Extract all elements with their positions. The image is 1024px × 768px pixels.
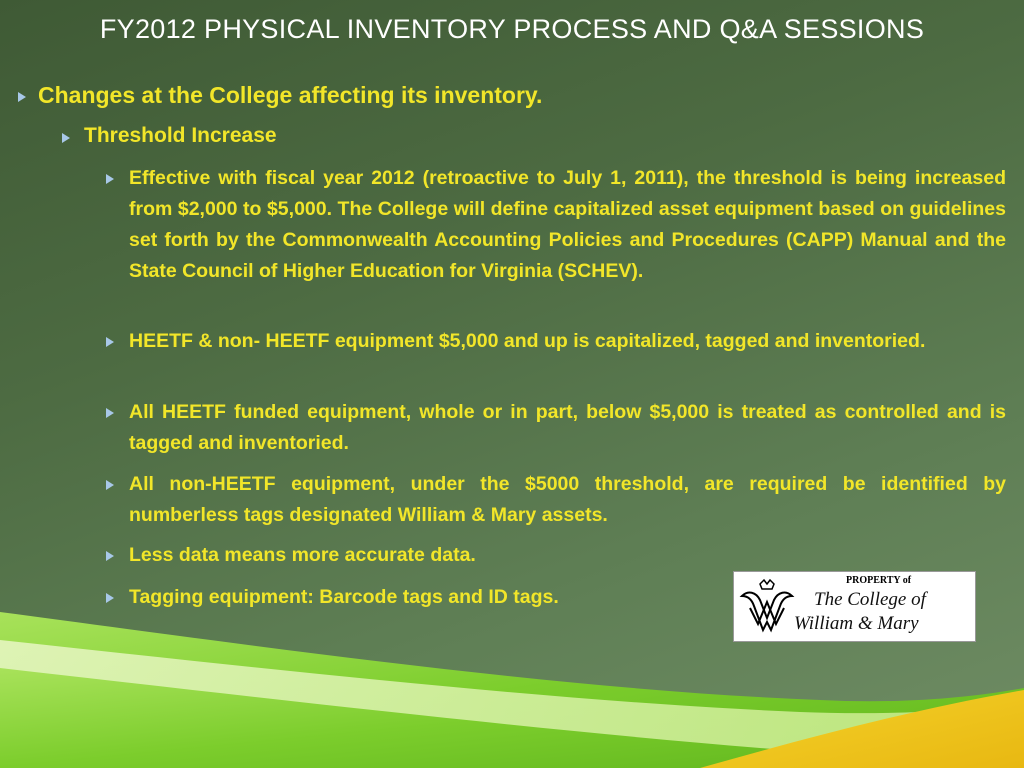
bullet-arrow-icon	[18, 92, 26, 102]
level3-bullet: Effective with fiscal year 2012 (retroactive to July 1, 2011), the threshold is being increased from $2,000 to $5,000. The College will define capitalized asset equipment based on guidelines set forth by the Commonwealth Accounting Policies and Procedures (CAPP) Manual and the State Council of Higher Education for Virginia (SCHEV).	[129, 167, 1006, 282]
bullet-arrow-icon	[62, 133, 70, 143]
college-name-line: The College of	[814, 589, 926, 610]
bullet-arrow-icon	[106, 174, 114, 184]
level3-bullet: HEETF & non- HEETF equipment $5,000 and up is capitalized, tagged and inventoried.	[129, 330, 926, 352]
level3-bullet: All non-HEETF equipment, under the $5000 threshold, are required be identified by numberless tags designated William & Mary assets.	[129, 473, 1006, 526]
bullet-arrow-icon	[106, 551, 114, 561]
bullet-arrow-icon	[106, 480, 114, 490]
slide-title: FY2012 PHYSICAL INVENTORY PROCESS AND Q&A SESSIONS	[99, 14, 925, 44]
level3-bullet: All HEETF funded equipment, whole or in part, below $5,000 is treated as controlled and is tagged and inventoried.	[129, 401, 1006, 454]
college-name-line: William & Mary	[794, 613, 919, 634]
property-of-label: PROPERTY of	[846, 575, 912, 586]
bullet-arrow-icon	[106, 337, 114, 347]
bullet-arrow-icon	[106, 593, 114, 603]
level2-bullet: Threshold Increase	[84, 124, 277, 147]
bullet-arrow-icon	[106, 408, 114, 418]
college-property-logo	[733, 571, 976, 642]
level1-bullet: Changes at the College affecting its inventory.	[38, 82, 543, 108]
level3-bullet: Tagging equipment: Barcode tags and ID tags.	[129, 586, 559, 608]
level3-bullet: Less data means more accurate data.	[129, 544, 476, 566]
crest-icon	[738, 578, 796, 636]
